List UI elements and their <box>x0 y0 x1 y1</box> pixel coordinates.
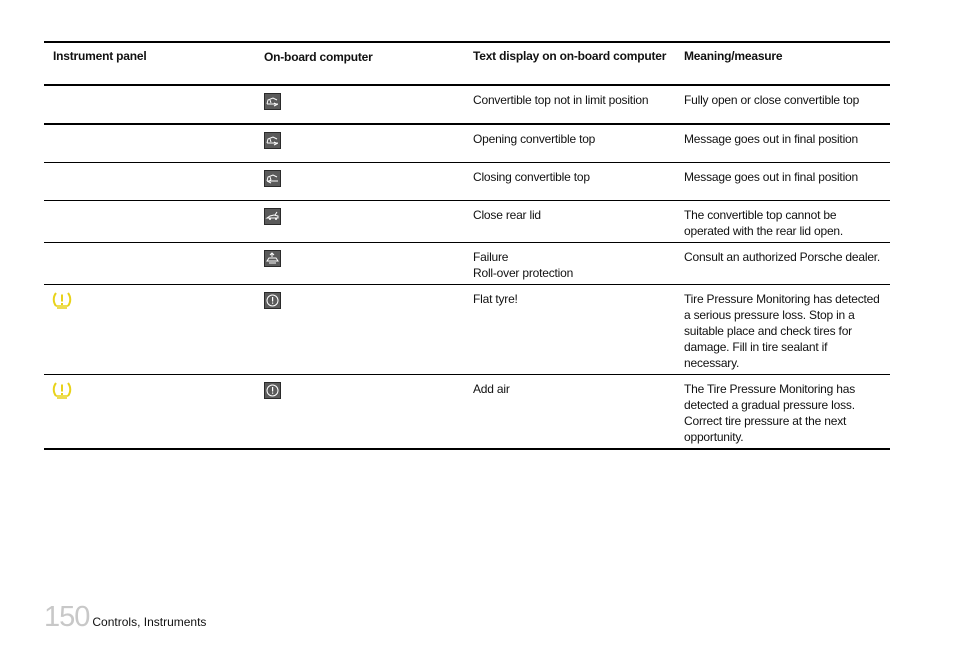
info-table <box>44 41 890 450</box>
computer-cell <box>255 163 464 200</box>
tire-warning-icon <box>264 382 281 399</box>
rollover-protection-icon <box>264 250 281 267</box>
instrument-cell <box>44 243 255 284</box>
header-instrument-panel: Instrument panel <box>53 49 147 63</box>
convertible-top-icon <box>264 170 281 187</box>
header-onboard-computer: On-board computer <box>264 50 373 64</box>
table-row <box>44 375 890 450</box>
table-header <box>44 43 890 86</box>
text-display-cell: Convertible top not in limit position <box>473 93 649 107</box>
text-display-cell: Opening convertible top <box>473 132 596 146</box>
text-display-cell: Flat tyre! <box>473 292 518 306</box>
tire-warning-icon <box>264 292 281 309</box>
text-display-cell: Add air <box>473 382 510 396</box>
computer-cell <box>255 86 464 123</box>
page-number: 150 <box>44 601 90 633</box>
table-row <box>44 285 890 375</box>
tire-pressure-warning-icon <box>52 291 72 309</box>
convertible-top-icon <box>264 93 281 110</box>
header-meaning: Meaning/measure <box>684 49 783 63</box>
table-row <box>44 125 890 163</box>
instrument-cell <box>44 86 255 123</box>
text-display-line2: Roll-over protection <box>473 266 574 280</box>
meaning-cell: The convertible top cannot be operated with the rear lid open. <box>684 208 844 238</box>
computer-cell <box>255 285 464 374</box>
table-row <box>44 163 890 201</box>
header-text-display: Text display on on-board computer <box>473 49 667 63</box>
tire-pressure-warning-icon <box>52 381 72 399</box>
text-display-line1: Failure <box>473 250 509 264</box>
text-display-cell: Close rear lid <box>473 208 541 222</box>
instrument-cell <box>44 285 255 374</box>
section-title: Controls, Instruments <box>92 615 207 629</box>
table-row <box>44 201 890 243</box>
computer-cell <box>255 243 464 284</box>
page-footer <box>44 600 206 634</box>
meaning-cell: Message goes out in final position <box>684 132 858 146</box>
instrument-cell <box>44 163 255 200</box>
computer-cell <box>255 201 464 242</box>
meaning-cell: Tire Pressure Monitoring has detected a serious pressure loss. Stop in a suitable place and check tires for damage. Fill in tire sealant if necessary. <box>684 292 880 370</box>
instrument-cell <box>44 125 255 162</box>
text-display-cell <box>464 243 675 284</box>
table-row <box>44 86 890 125</box>
meaning-cell: Consult an authorized Porsche dealer. <box>684 250 881 264</box>
instrument-cell <box>44 375 255 448</box>
instrument-cell <box>44 201 255 242</box>
text-display-cell: Closing convertible top <box>473 170 590 184</box>
meaning-cell: Message goes out in final position <box>684 170 858 184</box>
meaning-cell: Fully open or close convertible top <box>684 93 860 107</box>
convertible-top-icon <box>264 132 281 149</box>
computer-cell <box>255 125 464 162</box>
rear-lid-icon <box>264 208 281 225</box>
table-row <box>44 243 890 285</box>
computer-cell <box>255 375 464 448</box>
meaning-cell: The Tire Pressure Monitoring has detected a gradual pressure loss. Correct tire pressure at the next opportunity. <box>684 382 856 444</box>
